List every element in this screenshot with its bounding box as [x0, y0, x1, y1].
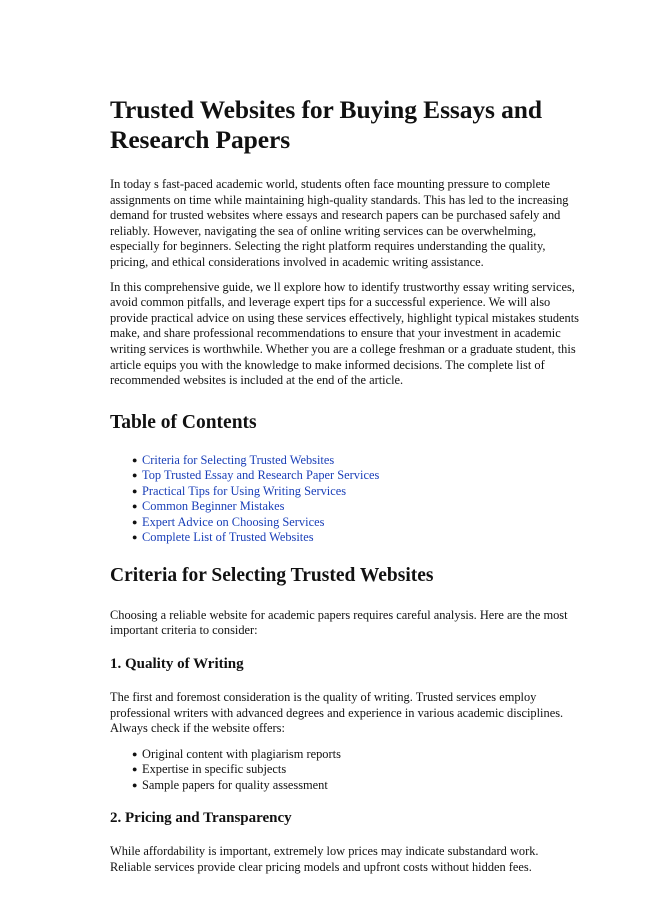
toc-link-top-services[interactable]: Top Trusted Essay and Research Paper Services	[142, 468, 380, 483]
bullet-icon: ●	[132, 748, 138, 759]
page-title: Trusted Websites for Buying Essays and Research Papers	[110, 95, 542, 154]
criteria-heading: Criteria for Selecting Trusted Websites	[110, 564, 434, 586]
bullet-icon: ●	[132, 516, 138, 527]
intro-paragraph-2: In this comprehensive guide, we ll explore how to identify trustworthy essay writing services, avoid common pitfalls, and leverage expert tips for a successful experience. We will also provide practical advice on using these services effectively, highlight typical mistakes students make, and share professional recommendations to ensure that your investment in academic writing services is worthwhile. Whether you are a college freshman or a graduate student, this article equips you with the knowledge to make informed decisions. The complete list of recommended websites is included at the end of the article.	[110, 279, 579, 388]
bullet-icon: ●	[132, 532, 138, 543]
bullet-icon: ●	[132, 470, 138, 481]
toc-item	[132, 499, 580, 515]
quality-paragraph: The first and foremost consideration is the quality of writing. Trusted services employ professional writers with advanced degrees and experience in various academic disciplines. Always check if the website offers:	[110, 689, 564, 736]
toc-item	[132, 484, 580, 500]
list-item: ● Expertise in specific subjects	[132, 762, 287, 777]
toc-item	[132, 468, 580, 484]
toc-heading: Table of Contents	[110, 411, 257, 433]
bullet-icon: ●	[132, 779, 138, 790]
list-item: ● Sample papers for quality assessment	[132, 777, 328, 792]
toc-link-expert-advice[interactable]: Expert Advice on Choosing Services	[142, 514, 325, 529]
toc-link-practical-tips[interactable]: Practical Tips for Using Writing Services	[142, 483, 347, 498]
toc-list	[110, 453, 580, 546]
quality-heading: 1. Quality of Writing	[110, 655, 244, 672]
intro-paragraph-1: In today s fast-paced academic world, students often face mounting pressure to complete assignments on time while maintaining high-quality standards. This has led to the increasing demand for trusted websites where essays and research papers can be purchased safely and reliably. However, navigating the sea of online writing services can be overwhelming, especially for beginners. Selecting the right platform requires understanding the quality, pricing, and ethical considerations involved in academic writing assistance.	[110, 177, 569, 269]
toc-link-criteria[interactable]: Criteria for Selecting Trusted Websites	[142, 452, 335, 467]
pricing-paragraph: While affordability is important, extremely low prices may indicate substandard work. Reliable services provide clear pricing models and upfront costs without hidden fees.	[110, 844, 539, 874]
toc-item	[132, 530, 580, 546]
quality-list	[110, 747, 580, 794]
toc-link-complete-list[interactable]: Complete List of Trusted Websites	[142, 530, 314, 545]
bullet-icon: ●	[132, 764, 138, 775]
toc-item	[132, 515, 580, 531]
toc-link-beginner-mistakes[interactable]: Common Beginner Mistakes	[142, 499, 285, 514]
list-item: ● Original content with plagiarism reports	[132, 746, 341, 761]
toc-item	[132, 453, 580, 469]
bullet-icon: ●	[132, 485, 138, 496]
criteria-intro: Choosing a reliable website for academic papers requires careful analysis. Here are the most important criteria to consider:	[110, 607, 568, 638]
bullet-icon: ●	[132, 454, 138, 465]
bullet-icon: ●	[132, 501, 138, 512]
pricing-heading: 2. Pricing and Transparency	[110, 810, 292, 827]
